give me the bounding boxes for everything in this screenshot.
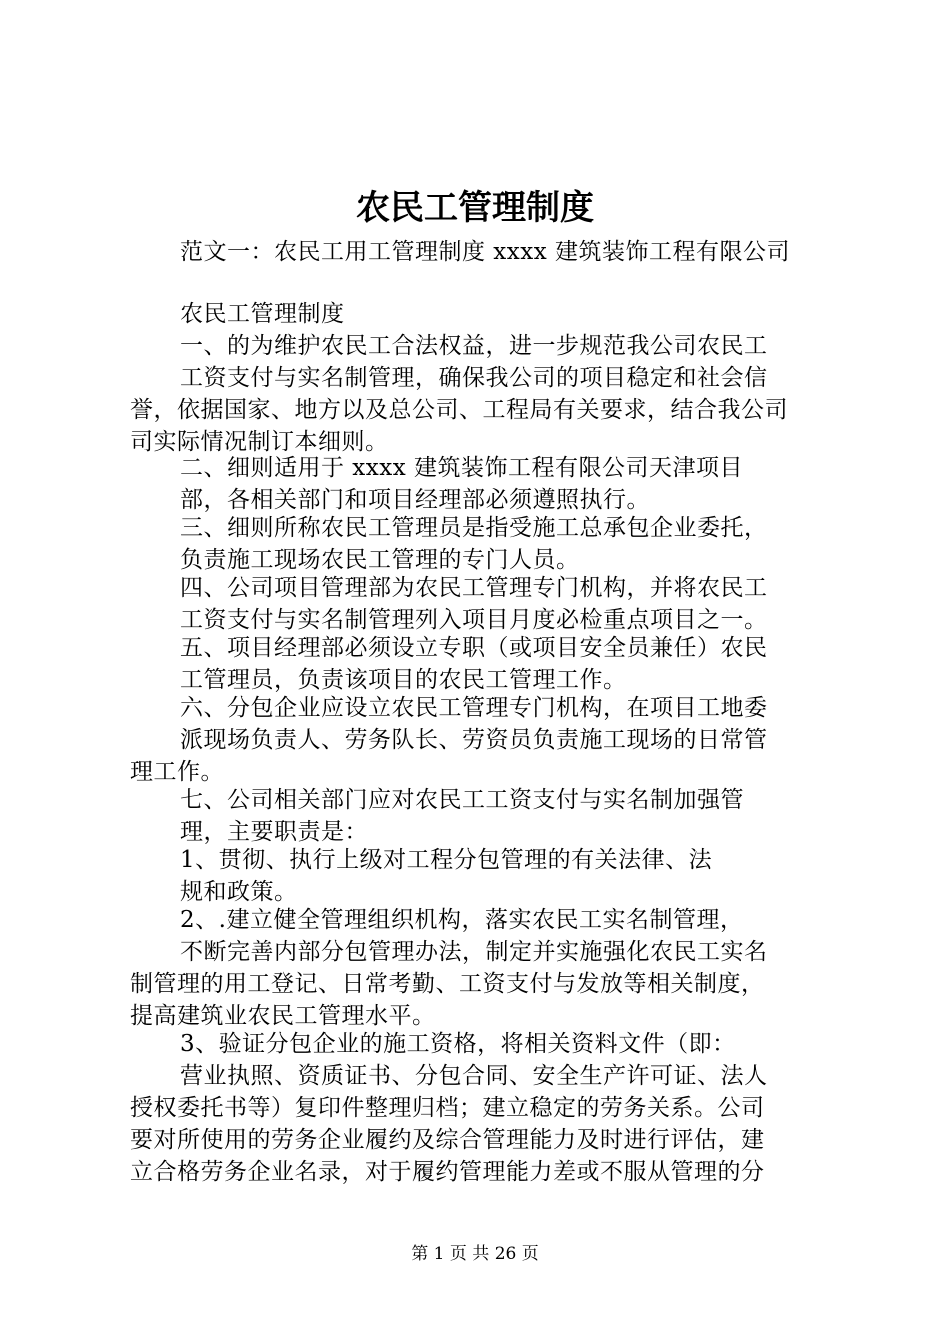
body-line: 不断完善内部分包管理办法，制定并实施强化农民工实名 <box>180 939 768 965</box>
body-line: 授权委托书等）复印件整理归档；建立稳定的劳务关系。公司 <box>130 1095 765 1121</box>
body-line: 一、的为维护农民工合法权益，进一步规范我公司农民工 <box>180 333 768 359</box>
body-line: 誉，依据国家、地方以及总公司、工程局有关要求，结合我公司 <box>130 397 788 423</box>
body-line: 1、贯彻、执行上级对工程分包管理的有关法律、法 <box>180 847 713 873</box>
body-line: 2、.建立健全管理组织机构，落实农民工实名制管理， <box>180 907 744 933</box>
body-line: 3、验证分包企业的施工资格，将相关资料文件（即： <box>180 1031 736 1057</box>
body-line: 立合格劳务企业名录，对于履约管理能力差或不服从管理的分 <box>130 1159 765 1185</box>
body-line: 提高建筑业农民工管理水平。 <box>130 1003 436 1029</box>
body-line: 负责施工现场农民工管理的专门人员。 <box>180 547 580 573</box>
body-line: 司实际情况制订本细则。 <box>130 429 389 455</box>
body-line: 工资支付与实名制管理，确保我公司的项目稳定和社会信 <box>180 365 768 391</box>
body-line: 三、细则所称农民工管理员是指受施工总承包企业委托， <box>180 515 768 541</box>
body-line: 规和政策。 <box>180 879 298 905</box>
body-line: 理工作。 <box>130 759 224 785</box>
body-line: 工管理员，负责该项目的农民工管理工作。 <box>180 667 627 693</box>
page-number-footer: 第 1 页 共 26 页 <box>411 1244 539 1264</box>
body-line: 六、分包企业应设立农民工管理专门机构，在项目工地委 <box>180 695 768 721</box>
body-line: 四、公司项目管理部为农民工管理专门机构，并将农民工 <box>180 575 768 601</box>
body-line: 范文一：农民工用工管理制度 xxxx 建筑装饰工程有限公司 <box>180 239 791 265</box>
body-line: 二、细则适用于 xxxx 建筑装饰工程有限公司天津项目 <box>180 455 744 481</box>
body-line: 制管理的用工登记、日常考勤、工资支付与发放等相关制度， <box>130 971 765 997</box>
body-line: 要对所使用的劳务企业履约及综合管理能力及时进行评估，建 <box>130 1127 765 1153</box>
body-line: 工资支付与实名制管理列入项目月度必检重点项目之一。 <box>180 607 768 633</box>
body-line: 农民工管理制度 <box>180 301 345 327</box>
body-line: 五、项目经理部必须设立专职（或项目安全员兼任）农民 <box>180 635 768 661</box>
body-line: 理，主要职责是： <box>180 819 368 845</box>
body-line: 七、公司相关部门应对农民工工资支付与实名制加强管 <box>180 787 744 813</box>
body-line: 营业执照、资质证书、分包合同、安全生产许可证、法人 <box>180 1063 768 1089</box>
body-line: 派现场负责人、劳务队长、劳资员负责施工现场的日常管 <box>180 727 768 753</box>
body-line: 部，各相关部门和项目经理部必须遵照执行。 <box>180 487 650 513</box>
document-title: 农民工管理制度 <box>356 188 594 228</box>
